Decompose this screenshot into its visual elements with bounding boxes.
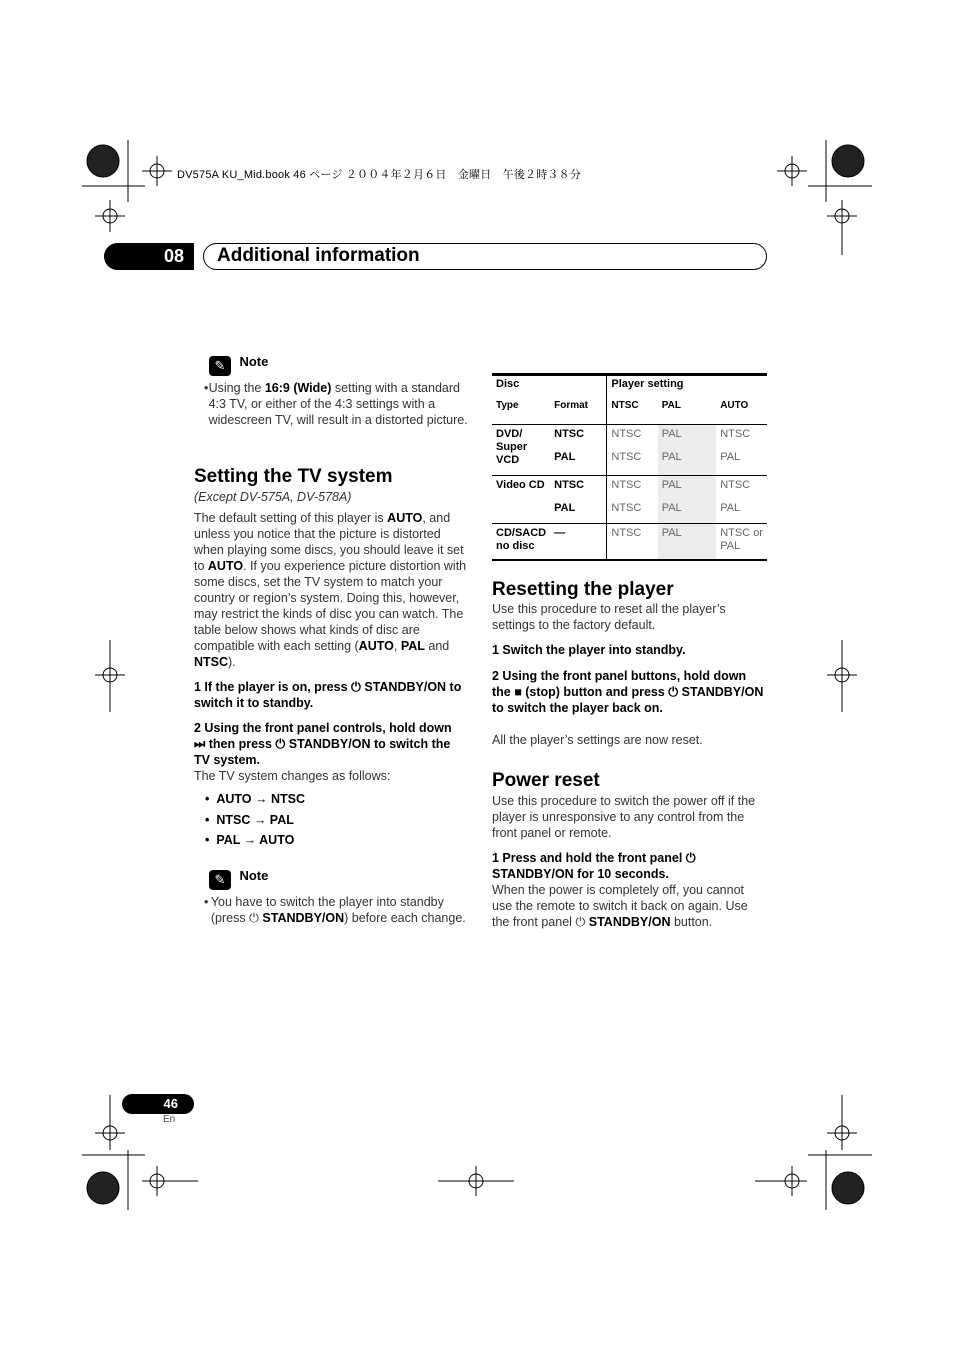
power-reset-body: When the power is completely off, you cannot use the remote to switch it back on again. Use the front panel ⏻ STANDBY/ON button. [492,883,748,929]
table-row: Video CD NTSC NTSC PAL NTSC [492,475,767,499]
col-ntsc: NTSC [611,400,639,411]
col-type: Type [496,400,519,411]
resetting-heading: Resetting the player [492,579,674,600]
header-player: Player setting [611,378,684,390]
note1 [209,354,268,376]
table-row: PAL NTSC PAL PAL [492,448,767,475]
tv-changes-list [205,789,305,851]
tv-system-heading: Setting the TV system [194,466,393,487]
resetting-step1: 1 Switch the player into standby. [492,643,686,657]
list-item: • PAL → AUTO [205,833,295,847]
tv-step1: 1 If the player is on, press ⏻ STANDBY/ON to switch it to standby. [194,680,462,710]
note-icon: ✎ [209,356,231,376]
tv-system-table [492,373,767,561]
resetting-step2: 2 Using the front panel buttons, hold down the ■ (stop) button and press ⏻ STANDBY/ON to switch the player back on. [492,669,764,715]
table-row: PAL NTSC PAL PAL [492,499,767,523]
list-item: • AUTO → NTSC [205,792,305,806]
col-format: Format [550,400,607,424]
chapter-title: Additional information [203,243,767,270]
note2 [209,868,268,890]
power-reset-heading: Power reset [492,770,600,791]
col-pal: PAL [661,400,681,411]
resetting-intro: Use this procedure to reset all the player’s settings to the factory default. [492,602,726,632]
col-auto: AUTO [720,400,749,411]
table-row: DVD/ Super VCD NTSC NTSC PAL NTSC [492,424,767,448]
note-label: Note [239,354,269,369]
power-reset-intro: Use this procedure to switch the power off if the player is unresponsive to any control from the front panel or remote. [492,794,756,840]
note1-text: • Using the 16:9 (Wide) setting with a standard 4:3 TV, or either of the 4:3 settings with a widescreen TV, will result in a distorted picture. [204,381,468,427]
resetting-result: All the player’s settings are now reset. [492,733,703,747]
note2-text: • You have to switch the player into standby (press ⏻ STANDBY/ON) before each change. [204,895,466,925]
print-header: DV575A KU_Mid.book 46 ページ ２００４年２月６日 金曜日 午後２時３８分 [177,169,582,181]
tv-system-subtitle: (Except DV-575A, DV-578A) [194,490,352,504]
language-label: En [163,1114,176,1125]
table-row: CD/SACD no disc — NTSC PAL NTSC or PAL [492,523,767,559]
list-item: • NTSC → PAL [205,812,294,827]
header-disc: Disc [492,376,607,400]
chapter-number: 08 [104,243,194,270]
tv-step2-note: The TV system changes as follows: [194,769,391,783]
note-icon: ✎ [209,870,231,890]
tv-system-body: The default setting of this player is AUTO, and unless you notice that the picture is distorted when playing some discs, you should leave it set to AUTO. If you experience picture distortion with some discs, set the TV system to match your country or region’s system. Doing this, however, may restrict the kinds of disc you can watch. The table below shows what kinds of disc are compatible with each setting (AUTO, PAL and NTSC). [194,511,467,669]
note-label: Note [239,868,269,883]
tv-step2: 2 Using the front panel controls, hold down ⏭ then press ⏻ STANDBY/ON to switch the TV system. [194,721,452,767]
page-number: 46 [122,1094,194,1114]
power-reset-step1: 1 Press and hold the front panel ⏻ STANDBY/ON for 10 seconds. [492,851,696,881]
